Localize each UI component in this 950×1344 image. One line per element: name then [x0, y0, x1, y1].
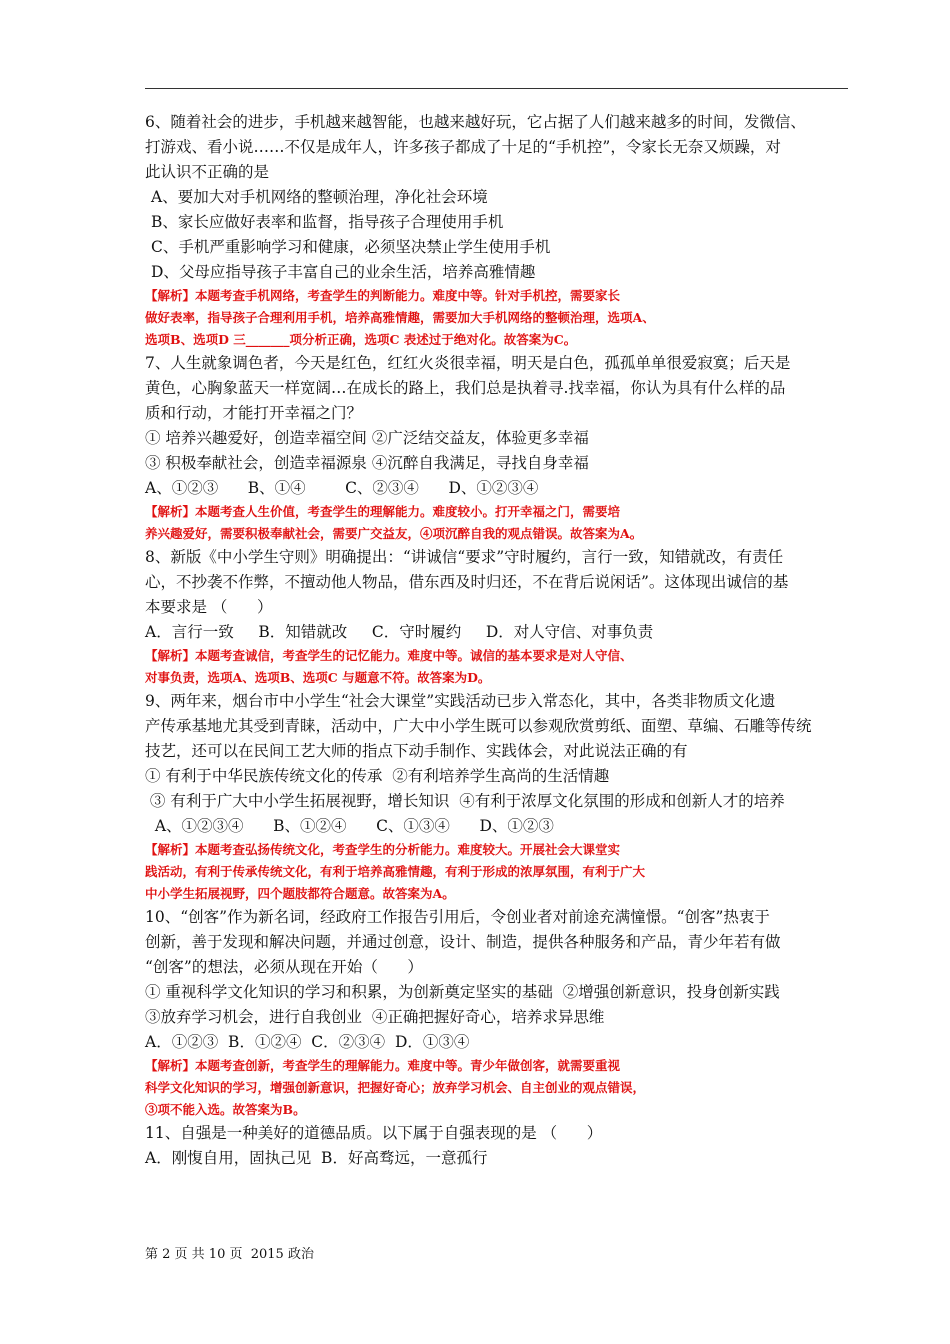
- q9-analysis-line: 践活动，有利于传承传统文化，有利于培养高雅情趣，有利于形成的浓厚氛围，有利于广大: [145, 864, 646, 879]
- q7-stem-line: 质和行动，才能打开幸福之门？: [145, 404, 363, 422]
- q6-option-d: D、父母应指导孩子丰富自己的业余生活，培养高雅情趣: [151, 263, 536, 281]
- q7-analysis-line: 养兴趣爱好，需要积极奉献社会，需要广交益友，④项沉醉自我的观点错误。故答案为A。: [145, 526, 643, 541]
- q10-analysis-line: [145, 1055, 855, 1077]
- q6-option-b: B、家长应做好表率和监督，指导孩子合理使用手机: [151, 213, 504, 231]
- q8-analysis-line: [145, 645, 855, 667]
- question-10: [145, 905, 855, 1121]
- q8-stem-line: 心，不抄袭不作弊，不擅动他人物品，借东西及时归还，不在背后说闲话”。这体现出诚信的基: [145, 573, 789, 591]
- q6-analysis-line: [145, 285, 855, 307]
- q9-item-line: ① 有利于中华民族传统文化的传承 ②有利培养学生高尚的生活情趣: [145, 767, 610, 785]
- analysis-tag: 【解析】: [145, 504, 196, 519]
- q6-stem-line: 6、随着社会的进步，手机越来越智能，也越来越好玩，它占据了人们越来越多的时间，发微信、: [145, 113, 806, 131]
- q10-item-line: ① 重视科学文化知识的学习和积累，为创新奠定坚实的基础 ②增强创新意识，投身创新实践: [145, 983, 780, 1001]
- analysis-text: 本题考查诚信，考查学生的记忆能力。难度中等。诚信的基本要求是对人守信、: [195, 648, 633, 663]
- q7-stem-line: 黄色，心胸象蓝天一样宽阔…在成长的路上，我们总是执着寻.找幸福，你认为具有什么样的品: [145, 379, 786, 397]
- q10-stem-line: 创新，善于发现和解决问题，并通过创意，设计、制造，提供各种服务和产品，青少年若有做: [145, 933, 781, 951]
- q6-analysis-line: 选项B、选项D 三_______项分析正确，选项C 表述过于绝对化。故答案为C。: [145, 332, 577, 347]
- q10-analysis-line: 科学文化知识的学习，增强创新意识，把握好奇心；放弃学习机会、自主创业的观点错误，: [145, 1080, 646, 1095]
- q11-choices: A．刚愎自用，固执己见 B．好高骛远，一意孤行: [145, 1149, 488, 1167]
- analysis-text: 本题考查创新，考查学生的理解能力。难度中等。青少年做创客，就需要重视: [195, 1058, 621, 1073]
- page-footer: 第 2 页 共 10 页 2015 政治: [145, 1247, 314, 1262]
- q7-stem-line: 7、人生就象调色者，今天是红色，红红火炎很幸福，明天是白色，孤孤单单很爱寂寞；后天是: [145, 354, 791, 372]
- analysis-tag: 【解析】: [145, 288, 196, 303]
- q10-item-line: ③放弃学习机会，进行自我创业 ④正确把握好奇心，培养求异思维: [145, 1008, 605, 1026]
- q9-choices: A、①②③④ B、①②④ C、①③④ D、①②③: [145, 817, 554, 835]
- question-11: [145, 1121, 855, 1171]
- analysis-tag: 【解析】: [145, 648, 196, 663]
- header-rule: [145, 88, 848, 89]
- q10-choices: A．①②③ B．①②④ C．②③④ D．①③④: [145, 1033, 470, 1051]
- analysis-tag: 【解析】: [145, 1058, 196, 1073]
- question-9: [145, 689, 855, 905]
- q10-analysis-line: ③项不能入选。故答案为B。: [145, 1102, 306, 1117]
- analysis-text: 本题考查人生价值，考查学生的理解能力。难度较小。打开幸福之门，需要培: [195, 504, 621, 519]
- q8-stem-line: 8、新版《中小学生守则》明确提出：“讲诚信“要求”守时履约，言行一致，知错就改，有责任: [145, 548, 784, 566]
- q6-analysis-line: 做好表率，指导孩子合理利用手机，培养高雅情趣，需要加大手机网络的整顿治理，选项A、: [145, 310, 655, 325]
- q7-choices: A、①②③ B、①④ C、②③④ D、①②③④: [145, 479, 539, 497]
- q11-stem-line: 11、自强是一种美好的道德品质。以下属于自强表现的是 （ ）: [145, 1124, 603, 1142]
- q8-choices: A．言行一致 B．知错就改 C．守时履约 D．对人守信、对事负责: [145, 623, 654, 641]
- q10-stem-line: “创客”的想法，必须从现在开始（ ）: [145, 958, 423, 976]
- page-content: [145, 110, 855, 1171]
- q9-stem-line: 技艺，还可以在民间工艺大师的指点下动手制作、实践体会，对此说法正确的有: [145, 742, 688, 760]
- q9-analysis-line: [145, 839, 855, 861]
- q8-analysis-line: 对事负责，选项A、选项B、选项C 与题意不符。故答案为D。: [145, 670, 491, 685]
- q8-stem-line: 本要求是 （ ）: [145, 598, 273, 616]
- analysis-tag: 【解析】: [145, 842, 196, 857]
- q9-stem-line: 产传承基地尤其受到青睐，活动中，广大中小学生既可以参观欣赏剪纸、面塑、草编、石雕等传统: [145, 717, 812, 735]
- q6-option-a: A、要加大对手机网络的整顿治理，净化社会环境: [151, 188, 488, 206]
- question-8: [145, 545, 855, 689]
- q9-item-line: ③ 有利于广大中小学生拓展视野，增长知识 ④有利于浓厚文化氛围的形成和创新人才的培养: [145, 792, 785, 810]
- q7-analysis-line: [145, 501, 855, 523]
- q6-stem-line: 此认识不正确的是: [145, 163, 270, 181]
- q6-stem-line: 打游戏、看小说……不仅是成年人，许多孩子都成了十足的“手机控”，令家长无奈又烦躁，对: [145, 138, 781, 156]
- q7-item-line: ① 培养兴趣爱好，创造幸福空间 ②广泛结交益友，体验更多幸福: [145, 429, 589, 447]
- question-6: [145, 110, 855, 351]
- analysis-text: 本题考查手机网络，考查学生的判断能力。难度中等。针对手机控，需要家长: [195, 288, 621, 303]
- analysis-text: 本题考查弘扬传统文化，考查学生的分析能力。难度较大。开展社会大课堂实: [195, 842, 621, 857]
- q7-item-line: ③ 积极奉献社会，创造幸福源泉 ④沉醉自我满足，寻找自身幸福: [145, 454, 589, 472]
- q9-analysis-line: 中小学生拓展视野，四个题肢都符合题意。故答案为A。: [145, 886, 455, 901]
- question-7: [145, 351, 855, 545]
- q10-stem-line: 10、“创客”作为新名词，经政府工作报告引用后，令创业者对前途充满憧憬。“创客”热衷于: [145, 908, 770, 926]
- q6-option-c: C、手机严重影响学习和健康，必须坚决禁止学生使用手机: [151, 238, 551, 256]
- q9-stem-line: 9、两年来，烟台市中小学生“社会大课堂”实践活动已步入常态化，其中，各类非物质文化遗: [145, 692, 776, 710]
